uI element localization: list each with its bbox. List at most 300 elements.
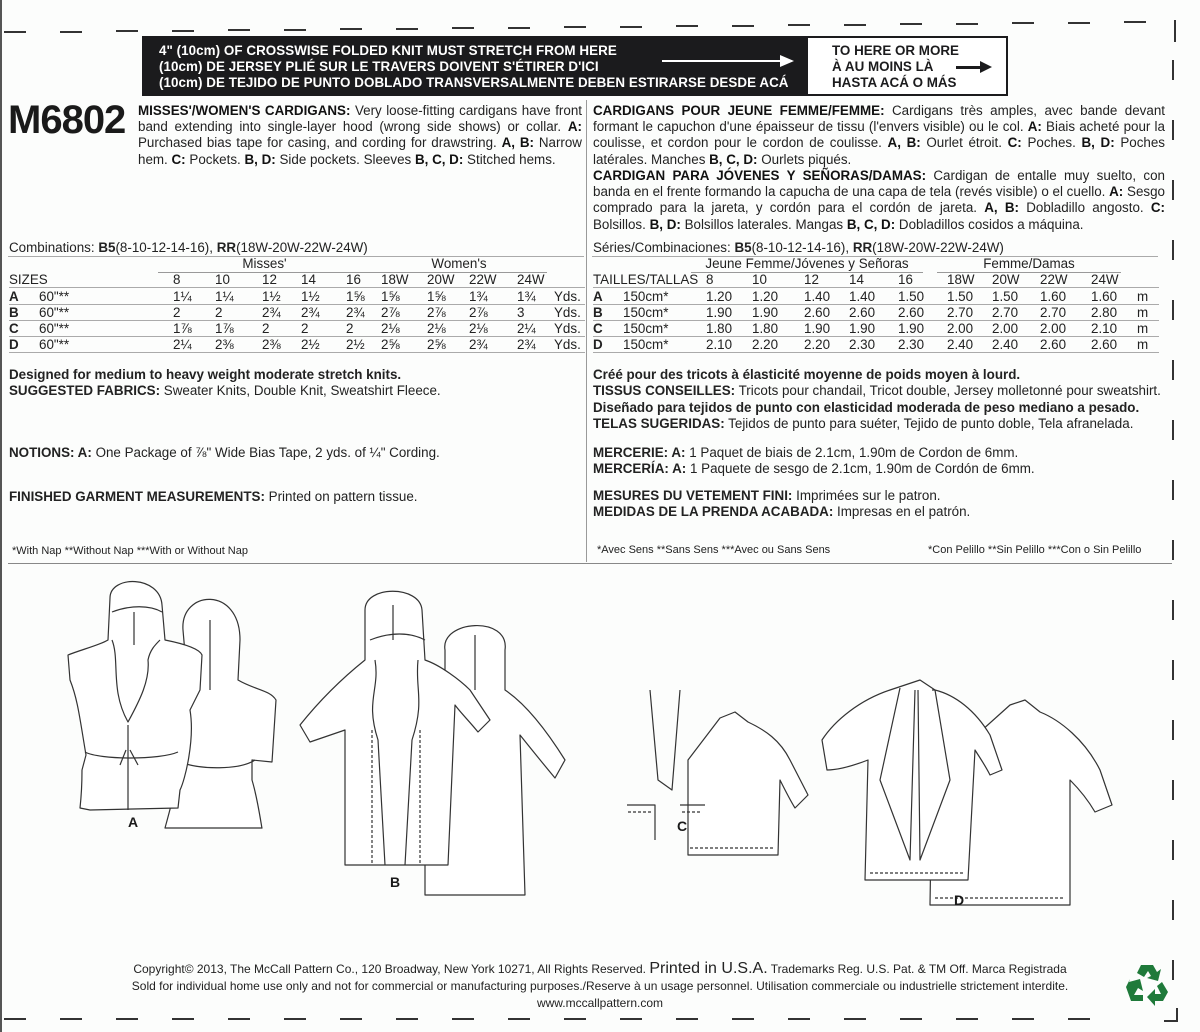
yardage-value: 1¾ <box>517 289 536 304</box>
suggested-fabrics-fr-text: Tricots pour chandail, Tricot double, Jersey molletonné pour sweatshirt. <box>738 383 1161 399</box>
footer-copyright-line <box>0 960 1200 978</box>
yardage-value: 1¼ <box>173 289 192 304</box>
notions-es-text: 1 Paquete de sesgo de 2.1cm, 1.90m de Cordón de 6mm. <box>689 461 1035 477</box>
yardage-value: 2⅞ <box>469 305 488 320</box>
cut-line-dash <box>396 28 418 30</box>
view-a-label: A: <box>1109 184 1124 200</box>
cut-line-dash <box>1124 21 1146 23</box>
description-en <box>138 103 582 168</box>
fabrics-fr-es <box>593 367 1161 433</box>
table-header-row <box>593 272 1159 288</box>
view-a-text: Biais acheté pour la coulisse, et cordon pour le cordon de coulisse. <box>593 119 1165 151</box>
fabric-width: 150cm* <box>623 305 669 320</box>
view-bcd-label: B, C, D: <box>414 151 464 167</box>
yardage-table-en <box>9 256 585 356</box>
fabric-width: 60"** <box>39 305 70 320</box>
unit-label: m <box>1137 321 1149 336</box>
view-letter: A <box>593 289 603 304</box>
view-bd-text: Bolsillos laterales. Mangas <box>684 216 844 232</box>
cut-line-dash <box>1172 540 1174 560</box>
cut-line-dash <box>1172 840 1174 860</box>
description-fr-text: Cardigans très amples, avec bande devant formant le capuchon d'une épaisseur de tissu (l'envers visible) ou le col. <box>593 103 1165 135</box>
fabric-width: 60"** <box>39 289 70 304</box>
suggested-fabrics-fr-label: TISSUS CONSEILLES: <box>593 383 736 399</box>
yardage-value: 2.20 <box>804 337 831 352</box>
measurements-fr-label: MESURES DU VETEMENT FINI: <box>593 488 793 503</box>
cut-line-dash <box>508 1018 530 1020</box>
yardage-value: 2.40 <box>992 337 1019 352</box>
combinations-fr-es <box>593 240 1004 255</box>
unit-label: Yds. <box>554 305 581 320</box>
size-header: 16 <box>898 272 913 287</box>
view-letter: C <box>593 321 603 336</box>
designed-for-fr: Créé pour des tricots à élasticité moyenne de poids moyen à lourd. <box>593 367 1021 382</box>
cut-line-dash <box>1172 900 1174 920</box>
table-row <box>9 289 585 305</box>
size-group-label: Jeune Femme/Jóvenes y Señoras <box>705 256 909 271</box>
nap-note-en: *With Nap **Without Nap ***With or Without Nap <box>12 545 248 557</box>
notions-fr-label: MERCERIE: A: <box>593 445 686 460</box>
yardage-value: 2.70 <box>947 305 974 320</box>
yardage-value: 2.60 <box>1091 337 1118 352</box>
cut-line-dash <box>452 27 474 29</box>
yardage-value: 2.60 <box>849 305 876 320</box>
yardage-value: 2⅞ <box>427 305 446 320</box>
view-label-a: A <box>128 814 139 830</box>
yardage-value: 2¾ <box>469 337 488 352</box>
cut-line-dash <box>1172 360 1174 380</box>
view-c-label: C: <box>1150 200 1165 216</box>
view-bcd-label: B, C, D: <box>846 216 896 232</box>
cut-line-dash <box>340 28 362 30</box>
yardage-value: 2.00 <box>947 321 974 336</box>
cut-line-dash <box>228 29 250 31</box>
yardage-value: 2¾ <box>301 305 320 320</box>
garment-sketches <box>0 570 1200 950</box>
size-header: 12 <box>804 272 819 287</box>
yardage-value: 1.50 <box>992 289 1019 304</box>
yardage-value: 1.60 <box>1040 289 1067 304</box>
view-a-label: A: <box>567 119 582 135</box>
measurements-fr-es <box>593 488 970 521</box>
view-letter: B <box>593 305 603 320</box>
view-ab-text: Ourlet étroit. <box>926 135 1002 151</box>
designed-for-es: Diseñado para tejidos de punto con elasticidad moderada de peso mediano a pesado. <box>593 399 1140 415</box>
unit-label: Yds. <box>554 289 581 304</box>
cut-line-dash <box>1012 22 1034 24</box>
column-divider <box>586 100 587 562</box>
nap-note-fr: *Avec Sens **Sans Sens ***Avec ou Sans Sens <box>597 544 831 556</box>
suggested-fabrics-label: SUGGESTED FABRICS: <box>9 383 161 399</box>
yardage-value: 1.90 <box>849 321 876 336</box>
cut-line-dash <box>60 31 82 33</box>
view-bd-label: B, D: <box>649 216 681 232</box>
size-header: 24W <box>1091 272 1119 287</box>
cut-line-dash <box>1172 120 1174 140</box>
fabric-width: 150cm* <box>623 337 669 352</box>
view-letter: D <box>593 337 603 352</box>
combo-sizes: (18W-20W-22W-24W) <box>872 240 1004 255</box>
yardage-value: 3 <box>517 305 525 320</box>
fabric-width: 150cm* <box>623 321 669 336</box>
yardage-value: 2⅝ <box>427 337 446 352</box>
cut-line-dash <box>396 1018 418 1020</box>
notions-text: One Package of ⅞" Wide Bias Tape, 2 yds. of ¼" Cording. <box>95 445 440 460</box>
yardage-value: 2.60 <box>804 305 831 320</box>
yardage-value: 2⅛ <box>469 321 488 336</box>
yardage-value: 2⅜ <box>262 337 281 352</box>
designed-for-text: Designed for medium to heavy weight moderate stretch knits. <box>9 367 402 382</box>
yardage-value: 2¼ <box>173 337 192 352</box>
cut-line-dash <box>676 25 698 27</box>
yardage-value: 2.00 <box>1040 321 1067 336</box>
cut-line-dash <box>844 24 866 26</box>
view-c-text: Bolsillos. <box>593 216 646 232</box>
cut-line-dash <box>340 1018 362 1020</box>
description-en-title: MISSES'/WOMEN'S CARDIGANS: <box>138 103 351 118</box>
combo-code: B5 <box>734 240 752 255</box>
gauge-to-line-es: HASTA ACÁ O MÁS <box>832 75 957 90</box>
size-header: 8 <box>173 272 181 287</box>
size-group-label: Femme/Damas <box>983 256 1075 271</box>
trademarks-text: Trademarks Reg. U.S. Pat. & TM Off. Marca Registrada <box>770 962 1067 976</box>
size-header: 12 <box>262 272 277 287</box>
cut-line-dash <box>1172 660 1174 680</box>
combo-code: RR <box>852 240 873 255</box>
cut-line-dash <box>1172 960 1174 980</box>
sizes-label: TAILLES/TALLAS <box>593 272 699 287</box>
description-es-title: CARDIGAN PARA JÓVENES Y SEÑORAS/DAMAS: <box>593 168 927 183</box>
cut-line-dash <box>1172 600 1174 620</box>
yardage-value: 1.90 <box>706 305 733 320</box>
cut-line-dash <box>620 26 642 28</box>
yardage-value: 2.60 <box>898 305 925 320</box>
view-letter: A <box>9 289 19 304</box>
combinations-label: Séries/Combinaciones: <box>593 240 731 255</box>
yardage-value: 2.40 <box>947 337 974 352</box>
bottom-right-corner-mark-vertical <box>1176 1008 1178 1022</box>
description-en-text: Very loose-fitting cardigans have front band extending into single-layer hood (wrong side shows) or collar. <box>138 103 582 135</box>
view-bd-text: Side pockets. Sleeves <box>279 151 412 167</box>
measurements-text: Printed on pattern tissue. <box>268 489 418 504</box>
size-header: 20W <box>427 272 455 287</box>
combo-sizes: (8-10-12-14-16), <box>115 240 213 255</box>
view-bcd-text: Dobladillos cosidos a máquina. <box>898 216 1084 232</box>
cut-line-dash <box>1172 240 1174 260</box>
yardage-value: 2.70 <box>1040 305 1067 320</box>
yardage-value: 1.40 <box>804 289 831 304</box>
size-header: 16 <box>346 272 361 287</box>
cut-line-dash <box>1068 1018 1090 1020</box>
cut-line-dash <box>732 1018 754 1020</box>
yardage-value: 2 <box>346 321 354 336</box>
stretch-gauge-from <box>142 36 806 96</box>
combo-code: B5 <box>98 240 116 255</box>
measurements-es-label: MEDIDAS DE LA PRENDA ACABADA: <box>593 504 834 520</box>
gauge-to-line-fr: À AU MOINS LÀ <box>832 59 934 74</box>
view-c-label: C: <box>1007 135 1022 151</box>
pattern-number: M6802 <box>8 98 126 142</box>
view-letter: C <box>9 321 19 336</box>
cut-line-dash <box>116 1018 138 1020</box>
size-header: 24W <box>517 272 545 287</box>
yardage-value: 1⅝ <box>381 289 400 304</box>
cut-line-dash <box>900 23 922 25</box>
yardage-value: 1.50 <box>898 289 925 304</box>
size-group-label: Women's <box>431 256 487 271</box>
combo-sizes: (18W-20W-22W-24W) <box>236 240 368 255</box>
yardage-value: 1¾ <box>469 289 488 304</box>
yardage-value: 2¾ <box>262 305 281 320</box>
size-header: 22W <box>1040 272 1068 287</box>
table-row <box>593 321 1159 337</box>
yardage-value: 1¼ <box>215 289 234 304</box>
yardage-value: 1⅝ <box>346 289 365 304</box>
combinations-label: Combinations: <box>9 240 95 255</box>
size-header: 8 <box>706 272 714 287</box>
cut-line-dash <box>1172 720 1174 740</box>
gauge-from-line-fr: (10cm) DE JERSEY PLIÉ SUR LE TRAVERS DOIVENT S'ÉTIRER D'ICI <box>159 59 599 74</box>
measurements-fr-text: Imprimées sur le patron. <box>796 488 941 503</box>
suggested-fabrics-es-label: TELAS SUGERIDAS: <box>593 416 725 432</box>
yardage-value: 2.20 <box>752 337 779 352</box>
view-ab-text: Narrow hem. <box>138 135 582 167</box>
view-letter: D <box>9 337 19 352</box>
measurements-en <box>9 489 418 505</box>
yardage-value: 2⅝ <box>381 337 400 352</box>
cut-line-dash <box>564 26 586 28</box>
view-label-b: B <box>390 874 401 890</box>
recycle-icon <box>1124 962 1170 1006</box>
fabric-width: 60"** <box>39 337 70 352</box>
notions-label: NOTIONS: A: <box>9 445 92 460</box>
view-c-text: Pockets. <box>189 151 241 167</box>
yardage-value: 1.80 <box>752 321 779 336</box>
combo-code: RR <box>216 240 237 255</box>
size-header: 20W <box>992 272 1020 287</box>
yardage-value: 1.20 <box>706 289 733 304</box>
printed-in-text: Printed in U.S.A. <box>649 960 768 977</box>
size-header: 18W <box>381 272 409 287</box>
gauge-from-line-en: 4" (10cm) OF CROSSWISE FOLDED KNIT MUST STRETCH FROM HERE <box>159 43 617 58</box>
cut-line-dash <box>732 25 754 27</box>
yardage-value: 1½ <box>262 289 281 304</box>
unit-label: m <box>1137 305 1149 320</box>
cut-line-dash <box>1068 22 1090 24</box>
view-c-text: Poches. <box>1027 135 1076 151</box>
description-fr <box>593 103 1165 168</box>
size-header: 14 <box>301 272 316 287</box>
cut-line-dash <box>4 1018 26 1020</box>
fabrics-en <box>9 367 441 400</box>
view-bd-label: B, D: <box>1081 135 1115 151</box>
footer-usage: Sold for individual home use only and not for commercial or manufacturing purposes./Reserve à un usage personnel. Utilisation commerciale ou industrielle strictement interdite. <box>131 979 1069 993</box>
nap-note-es: *Con Pelillo **Sin Pelillo ***Con o Sin Pelillo <box>928 544 1142 556</box>
table-row <box>9 305 585 321</box>
yardage-value: 2¾ <box>517 337 536 352</box>
size-header: 10 <box>752 272 767 287</box>
suggested-fabrics-text: Sweater Knits, Double Knit, Sweatshirt Fleece. <box>163 383 441 399</box>
unit-label: m <box>1137 289 1149 304</box>
size-header: 18W <box>947 272 975 287</box>
view-a-label: A: <box>1027 119 1042 135</box>
yardage-value: 2 <box>173 305 181 320</box>
yardage-value: 2½ <box>301 337 320 352</box>
notions-en <box>9 445 440 461</box>
view-a-front-sketch <box>68 582 202 810</box>
cut-line-dash <box>452 1018 474 1020</box>
arrow-right-icon <box>662 60 792 62</box>
cut-line-dash <box>60 1018 82 1020</box>
yardage-table-fr-es <box>593 256 1159 356</box>
cut-line-dash <box>116 30 138 32</box>
yardage-value: 1⅞ <box>215 321 234 336</box>
table-row <box>593 305 1159 321</box>
yardage-value: 1.40 <box>849 289 876 304</box>
notions-fr-es <box>593 445 1035 478</box>
cut-line-dash <box>788 24 810 26</box>
stretch-gauge-to <box>806 36 1008 96</box>
notions-fr-text: 1 Paquet de biais de 2.1cm, 1.90m de Cordon de 6mm. <box>689 445 1019 460</box>
yardage-value: 2.00 <box>992 321 1019 336</box>
copyright-text: Copyright© 2013, The McCall Pattern Co., 120 Broadway, New York 10271, All Rights Reserved. <box>133 962 647 976</box>
cut-line-dash <box>1172 480 1174 500</box>
size-header: 10 <box>215 272 230 287</box>
measurements-label: FINISHED GARMENT MEASUREMENTS: <box>9 489 265 504</box>
yardage-value: 2.10 <box>1091 321 1118 336</box>
yardage-value: 2⅛ <box>381 321 400 336</box>
yardage-value: 2⅜ <box>215 337 234 352</box>
yardage-value: 1.90 <box>898 321 925 336</box>
view-a-text: Purchased bias tape for casing, and cording for drawstring. <box>138 135 497 151</box>
yardage-value: 1.20 <box>752 289 779 304</box>
top-right-corner-mark <box>1174 20 1176 42</box>
yardage-value: 2.80 <box>1091 305 1118 320</box>
cut-line-dash <box>284 29 306 31</box>
table-row <box>9 321 585 337</box>
view-ab-label: A, B: <box>887 135 921 151</box>
yardage-value: 2.10 <box>706 337 733 352</box>
yardage-value: 2 <box>215 305 223 320</box>
cut-line-dash <box>172 30 194 32</box>
yardage-value: 2 <box>301 321 309 336</box>
view-bcd-label: B, C, D: <box>709 151 758 167</box>
description-es-text: Cardigan de entalle muy suelto, con banda en el frente formando la capucha de una capa de tela (revés visible) o el cuello. <box>593 168 1165 200</box>
cut-line-dash <box>1012 1018 1034 1020</box>
unit-label: Yds. <box>554 337 581 352</box>
yardage-value: 2¾ <box>346 305 365 320</box>
yardage-value: 1.90 <box>804 321 831 336</box>
yardage-value: 2.30 <box>898 337 925 352</box>
table-row <box>9 337 585 353</box>
view-label-d: D <box>954 892 965 908</box>
cut-line-dash <box>4 31 26 33</box>
suggested-fabrics-es-text: Tejidos de punto para suéter, Tejido de punto doble, Tela afranelada. <box>728 416 1134 432</box>
view-ab-label: A, B: <box>984 200 1019 216</box>
yardage-value: 1⅝ <box>427 289 446 304</box>
view-ab-label: A, B: <box>501 135 534 151</box>
cut-line-dash <box>172 1018 194 1020</box>
cut-line-dash <box>844 1018 866 1020</box>
fabric-width: 60"** <box>39 321 70 336</box>
yardage-value: 2⅞ <box>381 305 400 320</box>
table-row <box>593 289 1159 305</box>
view-bcd-text: Stitched hems. <box>467 151 556 167</box>
yardage-value: 2.30 <box>849 337 876 352</box>
sizes-label: SIZES <box>9 272 48 287</box>
unit-label: m <box>1137 337 1149 352</box>
section-divider <box>8 563 1172 564</box>
yardage-value: 2⅛ <box>427 321 446 336</box>
view-label-c: C <box>677 818 688 834</box>
cut-line-dash <box>1172 60 1174 80</box>
yardage-value: 1.60 <box>1091 289 1118 304</box>
yardage-value: 1.50 <box>947 289 974 304</box>
measurements-es-text: Impresas en el patrón. <box>837 504 971 520</box>
size-header: 14 <box>849 272 864 287</box>
view-ab-text: Dobladillo angosto. <box>1026 200 1144 216</box>
cut-line-dash <box>564 1018 586 1020</box>
yardage-value: 2½ <box>346 337 365 352</box>
cut-line-dash <box>788 1018 810 1020</box>
view-c-back-sketch <box>688 712 808 855</box>
yardage-value: 2.60 <box>1040 337 1067 352</box>
view-bd-label: B, D: <box>244 151 276 167</box>
yardage-value: 1½ <box>301 289 320 304</box>
cut-line-dash <box>284 1018 306 1020</box>
fabric-width: 150cm* <box>623 289 669 304</box>
cut-line-dash <box>508 27 530 29</box>
yardage-value: 2.70 <box>992 305 1019 320</box>
gauge-from-line-es: (10cm) DE TEJIDO DE PUNTO DOBLADO TRANSVERSALMENTE DEBEN ESTIRARSE DESDE ACÁ <box>159 75 789 90</box>
gauge-to-line-en: TO HERE OR MORE <box>832 43 959 58</box>
view-a-text: Sesgo comprado para la jareta, y cordón para el cordón de jareta. <box>593 184 1165 216</box>
view-c-label: C: <box>171 151 186 167</box>
yardage-value: 2 <box>262 321 270 336</box>
cut-line-dash <box>1172 300 1174 320</box>
yardage-value: 2¼ <box>517 321 536 336</box>
cut-line-dash <box>956 23 978 25</box>
stretch-gauge <box>142 36 1008 96</box>
table-header-row <box>9 272 585 288</box>
cut-line-dash <box>620 1018 642 1020</box>
view-letter: B <box>9 305 19 320</box>
cut-line-dash <box>676 1018 698 1020</box>
footer-website: www.mccallpattern.com <box>536 996 664 1010</box>
yardage-value: 1.90 <box>752 305 779 320</box>
cut-line-dash <box>956 1018 978 1020</box>
combo-sizes: (8-10-12-14-16), <box>751 240 850 255</box>
cut-line-dash <box>1172 780 1174 800</box>
size-header: 22W <box>469 272 497 287</box>
description-es <box>593 168 1165 233</box>
cut-line-dash <box>900 1018 922 1020</box>
cut-line-dash <box>1172 180 1174 200</box>
cut-line-dash <box>1172 420 1174 440</box>
view-bd-text: Poches latérales. Manches <box>593 135 1165 167</box>
table-row <box>593 337 1159 353</box>
combinations-en <box>9 240 368 255</box>
notions-es-label: MERCERÍA: A: <box>593 461 687 477</box>
size-group-label: Misses' <box>242 256 287 271</box>
arrow-right-icon <box>956 66 982 69</box>
unit-label: Yds. <box>554 321 581 336</box>
cut-line-dash <box>228 1018 250 1020</box>
description-fr-title: CARDIGANS POUR JEUNE FEMME/FEMME: <box>593 103 885 118</box>
view-bcd-text: Ourlets piqués. <box>761 151 852 167</box>
yardage-value: 1⅞ <box>173 321 192 336</box>
yardage-value: 1.80 <box>706 321 733 336</box>
